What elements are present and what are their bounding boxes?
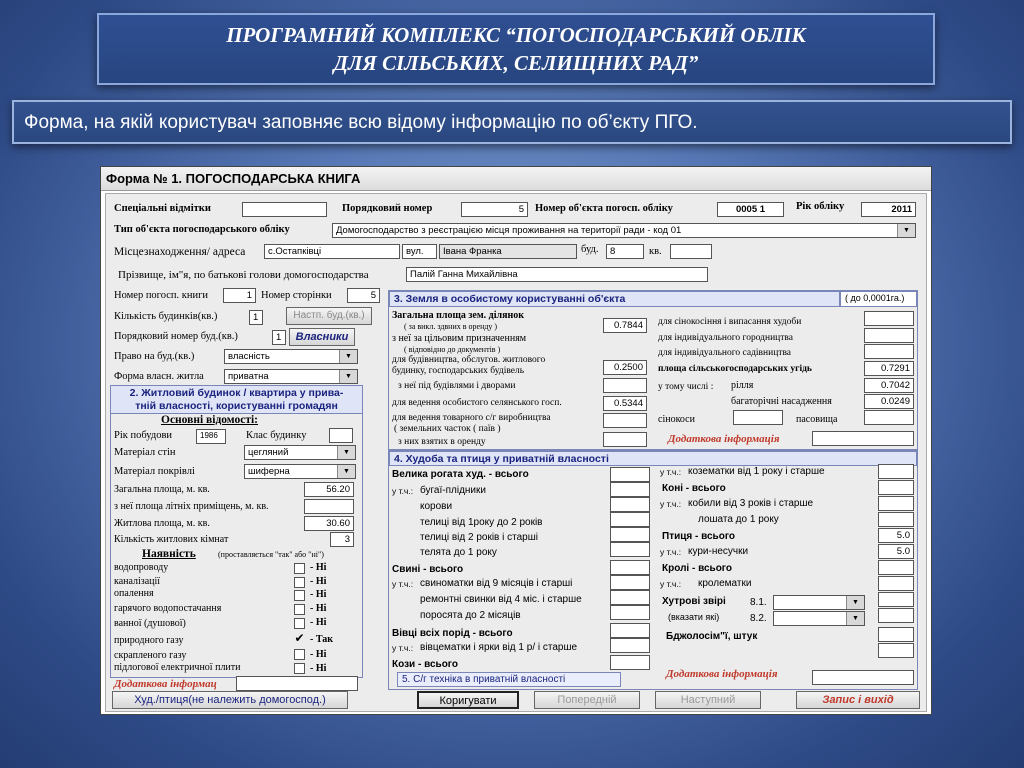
summer-area-field[interactable] (304, 499, 354, 514)
building-class-label: Клас будинку (246, 430, 307, 441)
sheep-incl-label: у т.ч.: (392, 643, 414, 653)
fur2-field[interactable] (878, 608, 914, 623)
land-purpose-note: ( відповідно до документів ) (404, 345, 501, 354)
roof-material-select[interactable] (244, 464, 356, 479)
land-housing-label-1: для будівництва, обслугов. житлового (392, 355, 546, 365)
heifers2-field[interactable] (610, 527, 650, 542)
utility-value: - Ні (310, 649, 327, 660)
utility-checkbox[interactable] (294, 604, 305, 615)
section-housing-header (110, 385, 363, 414)
land-arable-label: рілля (731, 380, 754, 391)
section-housing-title-2: тній власності, користуванні громадян (135, 400, 338, 412)
living-area-label: Житлова площа, м. кв. (114, 518, 210, 529)
sheep-field[interactable] (610, 623, 650, 638)
previous-button[interactable]: Попередній (534, 691, 640, 709)
fur2-select[interactable] (773, 611, 865, 626)
building-class-field[interactable] (329, 428, 353, 443)
utility-checkbox[interactable] (294, 577, 305, 588)
window-titlebar (101, 167, 931, 191)
utility-label: опалення (114, 588, 154, 599)
section-machinery-header[interactable]: 5. С/г техніка в приватній власності (397, 672, 621, 687)
mares-field[interactable] (878, 496, 914, 511)
foals-field[interactable] (878, 512, 914, 527)
land-extra-label: Додаткова інформація (668, 433, 780, 445)
fur1-field[interactable] (878, 592, 914, 607)
livestock-extra-label: Додаткова інформація (666, 668, 778, 680)
land-housing-field[interactable]: 0.2500 (603, 360, 647, 375)
chevron-down-icon[interactable]: ▼ (897, 224, 915, 237)
ewes-field[interactable] (610, 638, 650, 653)
piglets-field[interactable] (610, 605, 650, 620)
special-marks-label: Спеціальні відмітки (114, 203, 211, 214)
chevron-down-icon[interactable]: ▼ (339, 350, 357, 363)
street-field[interactable]: Івана Франка (439, 244, 577, 259)
sheep-label: Вівці всіх порід - всього (392, 628, 513, 639)
land-hayfield-label: сінокоси (658, 414, 695, 425)
livestock-extra-field[interactable] (812, 670, 914, 685)
horses-incl-label: у т.ч.: (660, 499, 682, 509)
utility-label: підлогової електричної плити (114, 662, 241, 673)
horses-label: Коні - всього (662, 483, 726, 494)
village-field[interactable]: с.Остапківці (264, 244, 400, 259)
utility-checkbox[interactable] (294, 563, 305, 574)
pigs-label: Свині - всього (392, 564, 464, 575)
calves-field[interactable] (610, 542, 650, 557)
page-number-field[interactable]: 5 (347, 288, 380, 303)
window-title: Форма № 1. ПОГОСПОДАРСЬКА КНИГА (106, 171, 361, 186)
address-label: Місцезнаходження/ адреса (114, 246, 246, 258)
cows-label: корови (420, 501, 453, 512)
utility-label: ванної (душової) (114, 618, 186, 629)
slide-title-line-1: ПРОГРАМНИЙ КОМПЛЕКС “ПОГОСПОДАРСЬКИЙ ОБЛІК (226, 23, 806, 47)
pigs-field[interactable] (610, 560, 650, 575)
head-name-label: Прізвище, ім"я, по батькові голови домогосподарства (118, 269, 369, 281)
utility-checkbox[interactable] (294, 663, 305, 674)
chevron-down-icon[interactable]: ▼ (337, 465, 355, 478)
land-agri-field[interactable]: 0.7291 (864, 361, 914, 376)
ownership-form-label: Форма власн. житла (114, 371, 204, 382)
page-number-label: Номер сторінки (261, 290, 332, 301)
land-commodity-label-1: для ведення товарного с/г виробництва (392, 413, 551, 423)
summer-area-label: з неї площа літніх приміщень, м. кв. (114, 501, 269, 512)
goats-field[interactable] (610, 655, 650, 670)
bulls-field[interactable] (610, 482, 650, 497)
year-field[interactable]: 2011 (861, 202, 916, 217)
rooms-field[interactable]: 3 (330, 532, 354, 547)
housing-extra-label: Додаткова інформац (114, 678, 217, 690)
ewes-label: вівцематки і ярки від 1 р/ і старше (420, 642, 578, 653)
land-garden-field[interactable] (864, 328, 914, 343)
land-personal-field[interactable]: 0.5344 (603, 396, 647, 411)
land-commodity-label-2: ( земельних часток ( паїв ) (394, 424, 501, 434)
bulls-label: бугаї-плідники (420, 485, 486, 496)
bees-field[interactable] (878, 627, 914, 642)
land-orchard-label: для індивідуального садівництва (658, 348, 792, 358)
land-under-buildings-field[interactable] (603, 378, 647, 393)
land-garden-label: для індивідуального городництва (658, 333, 793, 343)
land-orchard-field[interactable] (864, 344, 914, 359)
building-label: буд. (581, 244, 599, 255)
land-under-buildings-label: з неї під будівлями і дворами (398, 381, 516, 391)
rabbits-field[interactable] (878, 560, 914, 575)
land-rent-label: з них взятих в оренду (398, 437, 486, 447)
foals-label: лошата до 1 року (698, 514, 779, 525)
section-land-header: 3. Земля в особистому користуванні об'єкта (389, 291, 840, 307)
fur1-select[interactable] (773, 595, 865, 610)
utility-value: - Ні (310, 589, 327, 600)
rabbits-label: Кролі - всього (662, 563, 732, 574)
utility-label: природного газу (114, 635, 184, 646)
roof-material-label: Матеріал покрівлі (114, 466, 195, 477)
ownership-right-select[interactable] (224, 349, 358, 364)
slide-title-line-2: ДЛЯ СІЛЬСЬКИХ, СЕЛИЩНИХ РАД” (333, 51, 699, 75)
slide-title-box (97, 13, 935, 85)
total-area-field[interactable]: 56.20 (304, 482, 354, 497)
utility-checkbox[interactable]: ✔ (294, 631, 305, 645)
utility-checkbox[interactable] (294, 618, 305, 629)
apartment-label: кв. (649, 246, 662, 257)
hens-field[interactable]: 5.0 (878, 544, 914, 559)
book-number-label: Номер погосп. книги (114, 290, 209, 301)
utility-label: каналізації (114, 576, 161, 587)
utility-label: водопроводу (114, 562, 169, 573)
build-year-label: Рік побудови (114, 430, 173, 441)
housing-extra-field[interactable] (236, 676, 358, 691)
correct-button[interactable]: Коригувати (417, 691, 519, 709)
ordinal-number-field[interactable]: 5 (461, 202, 528, 217)
fur1-label: 8.1. (750, 597, 767, 608)
building-ordinal-label: Порядковий номер буд.(кв.) (114, 331, 238, 342)
chevron-down-icon[interactable]: ▼ (846, 596, 864, 609)
walls-material-value: цегляний (248, 447, 289, 458)
next-building-button[interactable]: Настп. буд.(кв.) (286, 307, 372, 325)
livestock-not-owned-button[interactable]: Худ./птиця(не належить домогоспод.) (112, 691, 348, 709)
slide-subtitle: Форма, на якій користувач заповняє всю відому інформацію по об’єкту ПГО. (12, 100, 1012, 144)
year-label: Рік обліку (796, 201, 845, 212)
heifers1-field[interactable] (610, 512, 650, 527)
goat-females-label: козематки від 1 року і старше (688, 466, 825, 477)
poultry-field[interactable]: 5.0 (878, 528, 914, 543)
availability-label: Наявність (142, 548, 196, 560)
rabbits-incl-label: у т.ч.: (660, 579, 682, 589)
land-incl-label: у тому числі : (658, 382, 714, 392)
cows-field[interactable] (610, 497, 650, 512)
utility-label: гарячого водопостачання (114, 603, 222, 614)
walls-material-label: Матеріал стін (114, 447, 176, 458)
land-housing-label-2: будинку, господарських будівель (392, 366, 525, 376)
head-name-field[interactable]: Палій Ганна Михайлівна (406, 267, 708, 282)
availability-note: (проставляється "так" або "ні") (218, 550, 324, 559)
bees-label: Бджолосім"ї, штук (666, 631, 758, 642)
land-hayfield-field[interactable] (733, 410, 783, 425)
utility-checkbox[interactable] (294, 590, 305, 601)
object-number-label: Номер об'єкта погосп. обліку (535, 203, 673, 214)
fur-note-label: (вказати які) (668, 612, 720, 622)
owners-button[interactable]: Власники (289, 328, 355, 346)
walls-material-select[interactable] (244, 445, 356, 460)
book-number-field[interactable]: 1 (223, 288, 256, 303)
land-total-field[interactable]: 0.7844 (603, 318, 647, 333)
heifers1-label: телиці від 1року до 2 років (420, 517, 543, 528)
piglets-label: поросята до 2 місяців (420, 610, 521, 621)
fur-label: Хутрові звірі (662, 596, 726, 607)
land-purpose-label: з неї за цільовим призначенням (392, 333, 527, 344)
land-pasture-field[interactable] (864, 410, 914, 425)
roof-material-value: шиферна (248, 466, 290, 477)
houses-count-label: Кількість будинків(кв.) (114, 311, 218, 322)
poultry-incl-label: у т.ч.: (660, 547, 682, 557)
section-livestock-header: 4. Худоба та птиця у приватній власності (389, 451, 917, 466)
form-window (100, 166, 932, 715)
land-rent-field[interactable] (603, 432, 647, 447)
does-field[interactable] (878, 576, 914, 591)
section-land-unit: ( до 0,0001га.) (840, 291, 917, 307)
utility-value: - Ні (310, 576, 327, 587)
special-marks-field[interactable] (242, 202, 327, 217)
sows-label: свиноматки від 9 місяців і старші (420, 578, 573, 589)
build-year-field[interactable]: 1986 (196, 429, 226, 444)
chevron-down-icon[interactable]: ▼ (337, 446, 355, 459)
living-area-field[interactable]: 30.60 (304, 516, 354, 531)
utility-value: - Ні (310, 663, 327, 674)
utility-checkbox[interactable] (294, 649, 305, 660)
bees-extra-field[interactable] (878, 643, 914, 658)
chevron-down-icon[interactable]: ▼ (339, 370, 357, 383)
building-field[interactable]: 8 (606, 244, 644, 259)
cattle-label: Велика рогата худ. - всього (392, 469, 529, 480)
section-housing-title-1: 2. Житловий будинок / квартира у прива- (129, 387, 344, 399)
land-perennial-field[interactable]: 0.0249 (864, 394, 914, 409)
object-type-label: Тип об'єкта погосподарського обліку (114, 224, 290, 235)
object-type-value: Домогосподарство з реєстрацією місця проживання на території ради - код 01 (336, 225, 682, 236)
goats-label: Кози - всього (392, 659, 458, 670)
land-total-label: Загальна площа зем. ділянок (392, 310, 525, 321)
utility-value: - Ні (310, 562, 327, 573)
land-perennial-label: багаторічні насадження (731, 396, 832, 407)
utility-label: скрапленого газу (114, 650, 187, 661)
utility-value: - Ні (310, 603, 327, 614)
land-total-note: ( за викл. здвних в оренду ) (404, 322, 498, 331)
fur2-label: 8.2. (750, 613, 767, 624)
goat-females-field[interactable] (878, 464, 914, 479)
land-commodity-field[interactable] (603, 413, 647, 428)
save-and-exit-button[interactable]: Запис і вихід (796, 691, 920, 709)
apartment-field[interactable] (670, 244, 712, 259)
basic-info-label: Основні відомості: (161, 414, 259, 426)
land-arable-field[interactable]: 0.7042 (864, 378, 914, 393)
land-agri-label: площа сільськогосподарських угідь (658, 364, 812, 374)
boars-label: ремонтні свинки від 4 міс. і старше (420, 594, 582, 605)
building-ordinal-field[interactable]: 1 (272, 330, 286, 345)
form-client-area (105, 193, 927, 712)
horses-field[interactable] (878, 480, 914, 495)
does-label: кролематки (698, 578, 752, 589)
ordinal-number-label: Порядковий номер (342, 203, 433, 214)
cattle-incl-label: у т.ч.: (392, 486, 414, 496)
houses-count-field[interactable]: 1 (249, 310, 263, 325)
ownership-form-value: приватна (228, 371, 269, 382)
heifers2-label: телиці від 2 років і старші (420, 532, 538, 543)
rooms-label: Кількість житлових кімнат (114, 534, 229, 545)
total-area-label: Загальна площа, м. кв. (114, 484, 210, 495)
ownership-right-label: Право на буд.(кв.) (114, 351, 195, 362)
ownership-right-value: власність (228, 351, 270, 362)
land-hay-label: для сінокосіння і випасання худоби (658, 317, 802, 327)
pigs-incl-label: у т.ч.: (392, 579, 414, 589)
land-pasture-label: пасовища (796, 414, 838, 425)
street-prefix-field[interactable]: вул. (402, 244, 437, 259)
goats-incl-label: у т.ч.: (660, 467, 682, 477)
sows-field[interactable] (610, 575, 650, 590)
next-button[interactable]: Наступний (655, 691, 761, 709)
land-extra-field[interactable] (812, 431, 914, 446)
land-hay-field[interactable] (864, 311, 914, 326)
hens-label: кури-несучки (688, 546, 749, 557)
utility-value: - Так (310, 634, 334, 645)
mares-label: кобили від 3 років і старше (688, 498, 814, 509)
utility-value: - Ні (310, 617, 327, 628)
land-personal-label: для ведення особистого селянського госп. (392, 398, 562, 408)
object-type-select[interactable] (332, 223, 916, 238)
cattle-field[interactable] (610, 467, 650, 482)
calves-label: телята до 1 року (420, 547, 497, 558)
ownership-form-select[interactable] (224, 369, 358, 384)
object-number-field[interactable]: 0005 1 (717, 202, 784, 217)
poultry-label: Птиця - всього (662, 531, 735, 542)
chevron-down-icon[interactable]: ▼ (846, 612, 864, 625)
boars-field[interactable] (610, 590, 650, 605)
